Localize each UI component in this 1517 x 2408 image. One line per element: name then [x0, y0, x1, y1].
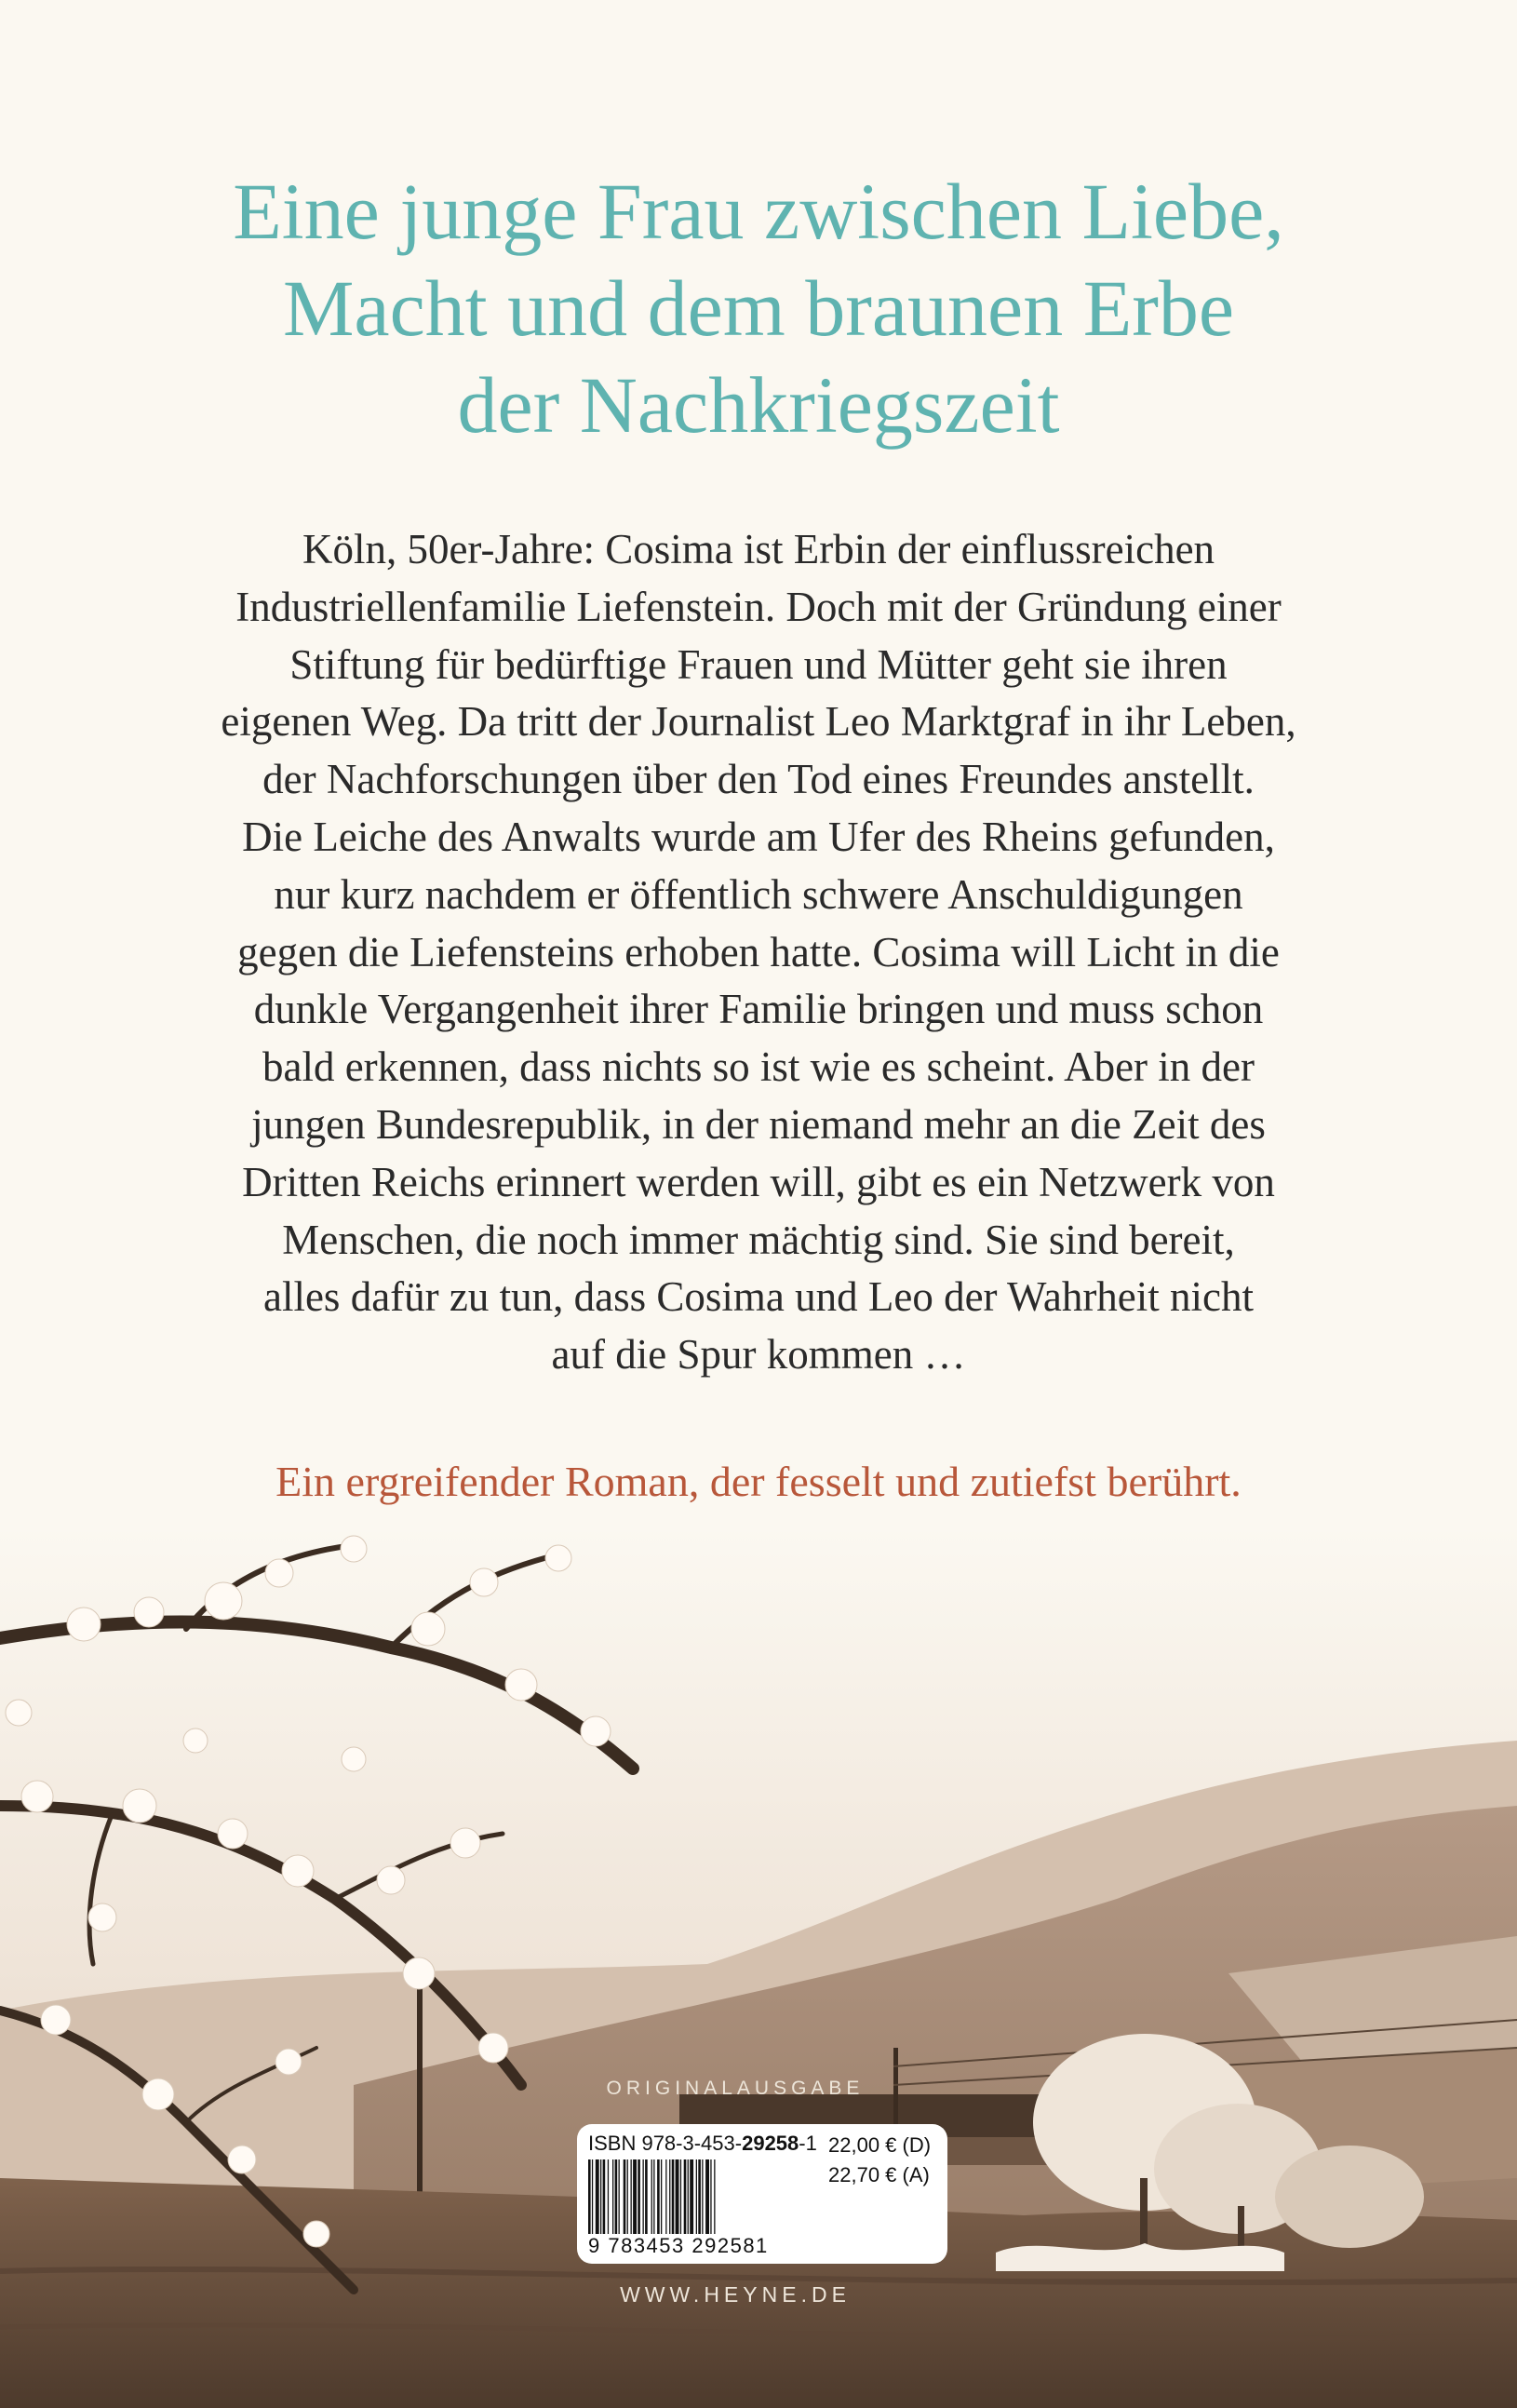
barcode-bar	[624, 2159, 626, 2234]
barcode-bar	[698, 2159, 701, 2234]
barcode-bar	[657, 2159, 660, 2234]
blurb-line: alles dafür zu tun, dass Cosima und Leo der Wahrheit nicht	[262, 1273, 1255, 1321]
barcode-bar	[608, 2159, 609, 2234]
barcode-bar	[688, 2159, 689, 2234]
blurb-line: Die Leiche des Anwalts wurde am Ufer des Rheins gefunden,	[242, 813, 1275, 860]
barcode-bar	[661, 2159, 662, 2234]
blurb-line: Stiftung für bedürftige Frauen und Mütter geht sie ihren	[289, 640, 1228, 688]
barcode-bar	[615, 2159, 618, 2234]
headline	[0, 163, 1517, 453]
blurb-line: der Nachforschungen über den Tod eines Freundes anstellt.	[262, 756, 1255, 803]
blurb-line: Industriellenfamilie Liefenstein. Doch mit der Gründung einer	[235, 583, 1282, 630]
blurb-line: Dritten Reichs erinnert werden will, gibt es ein Netzwerk von	[242, 1158, 1275, 1205]
barcode-bar	[600, 2159, 601, 2234]
barcode-bar	[643, 2159, 644, 2234]
barcode-icon	[588, 2159, 826, 2234]
headline-line-3: der Nachkriegszeit	[457, 360, 1060, 450]
price-austria: 22,70 € (A)	[828, 2163, 930, 2186]
barcode-bar	[684, 2159, 687, 2234]
blurb-line: nur kurz nachdem er öffentlich schwere Anschuldigungen	[274, 870, 1243, 918]
barcode-bar	[702, 2159, 703, 2234]
barcode-bar	[588, 2159, 591, 2234]
barcode-bar	[619, 2159, 620, 2234]
barcode-bar	[633, 2159, 637, 2234]
barcode-bar	[710, 2159, 711, 2234]
barcode-bar	[592, 2159, 593, 2234]
isbn-number	[588, 2132, 817, 2156]
barcode-bar	[631, 2159, 632, 2234]
barcode-bar	[651, 2159, 652, 2234]
price-germany: 22,00 € (D)	[828, 2133, 932, 2157]
blurb-line: gegen die Liefensteins erhoben hatte. Cosima will Licht in die	[237, 928, 1280, 975]
barcode-bar	[680, 2159, 681, 2234]
imprint-label: ORIGINALAUSGABE	[606, 2078, 865, 2099]
blurb-line: jungen Bundesrepublik, in der niemand mehr an die Zeit des	[251, 1100, 1266, 1148]
barcode-bar	[672, 2159, 675, 2234]
sepia-landscape-photo	[0, 1527, 1517, 2408]
barcode-bar	[638, 2159, 640, 2234]
barcode-box	[577, 2124, 947, 2264]
blurb-line: auf die Spur kommen …	[551, 1331, 966, 1379]
blurb-line: dunkle Vergangenheit ihrer Familie bringen und muss schon	[253, 986, 1264, 1033]
blurb-line: Köln, 50er-Jahre: Cosima ist Erbin der einflussreichen	[302, 526, 1215, 572]
barcode-bar	[705, 2159, 709, 2234]
headline-line-2: Macht und dem braunen Erbe	[282, 263, 1235, 353]
barcode-bar	[596, 2159, 599, 2234]
barcode-bar	[653, 2159, 654, 2234]
barcode-bar	[676, 2159, 679, 2234]
blurb-line: Menschen, die noch immer mächtig sind. Sie sind bereit,	[282, 1216, 1235, 1263]
blurb-text	[0, 521, 1517, 1384]
publisher-url: WWW.HEYNE.DE	[620, 2282, 851, 2307]
barcode-bar	[603, 2159, 606, 2234]
headline-line-1: Eine junge Frau zwischen Liebe,	[233, 167, 1284, 256]
barcode-bar	[612, 2159, 613, 2234]
blurb-line: eigenen Weg. Da tritt der Journalist Leo Marktgraf in ihr Leben,	[221, 698, 1296, 746]
tagline: Ein ergreifender Roman, der fesselt und zutiefst berührt.	[275, 1458, 1242, 1505]
barcode-bar	[627, 2159, 628, 2234]
barcode-bar	[669, 2159, 670, 2234]
barcode-bar	[690, 2159, 693, 2234]
blurb-line: bald erkennen, dass nichts so ist wie es scheint. Aber in der	[262, 1043, 1255, 1091]
barcode-bar	[645, 2159, 648, 2234]
barcode-bar	[665, 2159, 666, 2234]
isbn-bold: 29258	[742, 2132, 799, 2155]
barcode-bar	[696, 2159, 697, 2234]
isbn-prefix: ISBN 978-3-453-	[588, 2132, 743, 2155]
barcode-bar	[714, 2159, 715, 2234]
barcode-digits: 9 783453 292581	[588, 2234, 769, 2257]
isbn-suffix: -1	[799, 2132, 817, 2155]
